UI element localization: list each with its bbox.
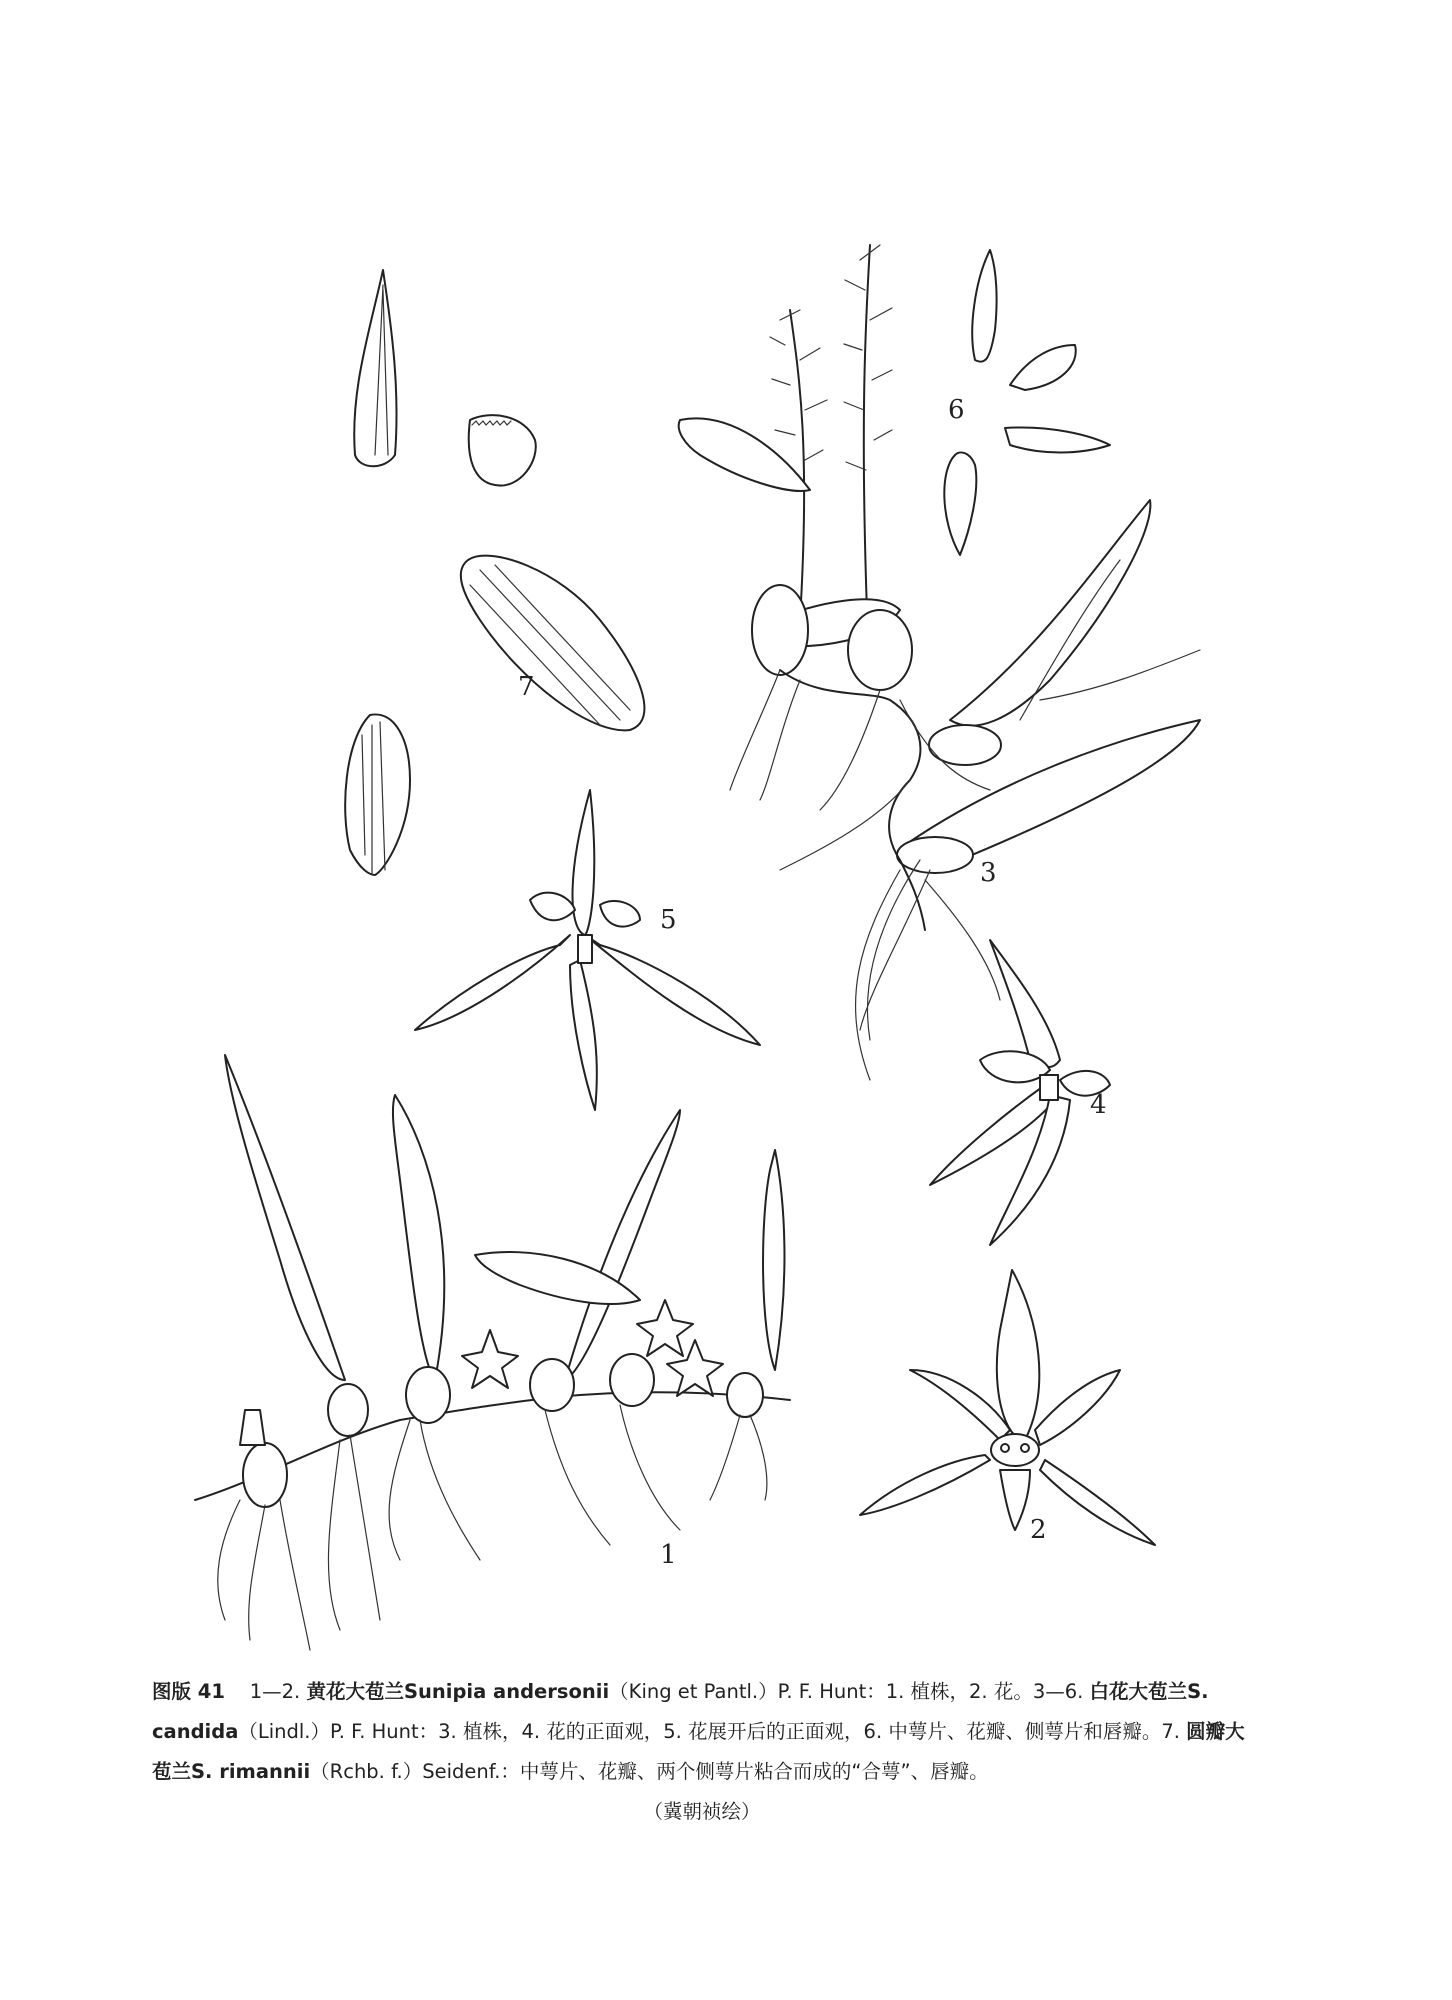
fig4-number: 4 xyxy=(1090,1090,1107,1120)
species1-latin: Sunipia andersonii xyxy=(403,1680,610,1703)
species2-parts: 3. 植株，4. 花的正面观，5. 花展开后的正面观，6. 中萼片、花瓣、侧萼片和唇瓣。 xyxy=(438,1720,1162,1743)
species2-author: （Lindl.）P. F. Hunt： xyxy=(238,1720,439,1743)
fig5-number: 5 xyxy=(660,905,677,935)
species3-author: （Rchb. f.）Seidenf.： xyxy=(310,1760,520,1783)
fig7-number: 7 xyxy=(518,672,535,702)
species2-cn: 白花大苞兰 xyxy=(1089,1680,1188,1703)
species3-cn: 圆瓣大苞兰 xyxy=(152,1720,1245,1783)
species3-range: 7. xyxy=(1161,1720,1180,1743)
species3-parts: 中萼片、花瓣、两个侧萼片粘合而成的“合萼”、唇瓣。 xyxy=(519,1760,989,1783)
fig4-flower xyxy=(930,940,1110,1245)
fig1-plant xyxy=(195,1055,790,1650)
species2-latin: S. candida xyxy=(152,1680,1209,1743)
fig6-number: 6 xyxy=(948,395,965,425)
fig1-number: 1 xyxy=(660,1540,677,1570)
fig5-flower xyxy=(415,790,760,1110)
fig3-number: 3 xyxy=(980,858,997,888)
plate-label: 图版 41 xyxy=(152,1680,225,1703)
fig6-parts xyxy=(944,250,1110,555)
fig7-parts xyxy=(345,270,644,875)
fig2-flower xyxy=(860,1270,1155,1545)
illustrator-credit: （冀朝祯绘） xyxy=(643,1800,761,1823)
species3-latin: S. rimannii xyxy=(191,1760,311,1783)
species1-range: 1—2. xyxy=(249,1680,301,1703)
species1-author: （King et Pantl.）P. F. Hunt： xyxy=(609,1680,886,1703)
species1-parts: 1. 植株，2. 花。 xyxy=(885,1680,1033,1703)
species2-range: 3—6. xyxy=(1032,1680,1084,1703)
species1-cn: 黄花大苞兰 xyxy=(306,1680,404,1703)
figure-caption xyxy=(152,1672,1252,1832)
fig3-plant xyxy=(679,245,1200,1080)
fig2-number: 2 xyxy=(1030,1515,1047,1545)
